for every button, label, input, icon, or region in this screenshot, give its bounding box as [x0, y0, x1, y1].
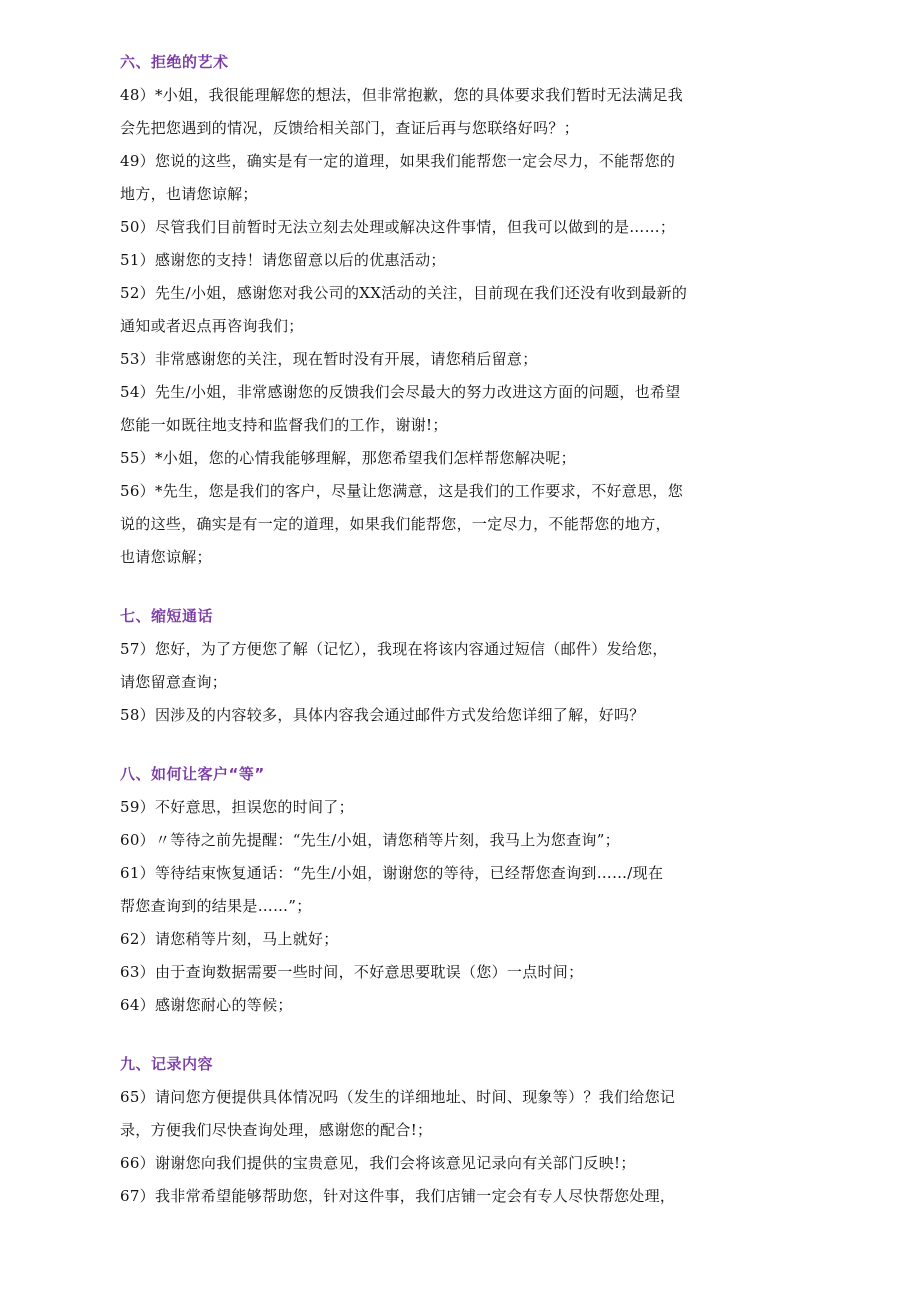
section-refusal: [120, 46, 810, 574]
text-line: 57）您好，为了方便您了解（记忆），我现在将该内容通过短信（邮件）发给您，: [120, 640, 668, 658]
text-line: 61）等待结束恢复通话：“先生/小姐，谢谢您的等待，已经帮您查询到……/现在: [120, 864, 664, 882]
text-line: 录，方便我们尽快查询处理，感谢您的配合!；: [120, 1121, 433, 1139]
text-line: 65）请问您方便提供具体情况吗（发生的详细地址、时间、现象等）？我们给您记: [120, 1088, 676, 1106]
text-line: 地方，也请您谅解；: [120, 185, 258, 203]
text-line: 63）由于查询数据需要一些时间，不好意思要耽误（您）一点时间；: [120, 963, 584, 981]
text-line: 通知或者迟点再咨询我们；: [120, 317, 304, 335]
text-line: 51）感谢您的支持！请您留意以后的优惠活动；: [120, 251, 446, 269]
section-heading: 九、记录内容: [120, 1055, 214, 1073]
text-line: 请您留意查询；: [120, 673, 228, 691]
text-line: 帮您查询到的结果是……”；: [120, 897, 312, 915]
text-line: 49）您说的这些，确实是有一定的道理，如果我们能帮您一定会尽力，不能帮您的: [120, 152, 676, 170]
text-line: 53）非常感谢您的关注，现在暂时没有开展，请您稍后留意；: [120, 350, 538, 368]
text-line: 55）*小姐，您的心情我能够理解，那您希望我们怎样帮您解决呢；: [120, 449, 576, 467]
text-line: 说的这些，确实是有一定的道理，如果我们能帮您，一定尽力，不能帮您的地方，: [120, 515, 671, 533]
section-shorten-call: [120, 600, 810, 732]
document-page: [120, 46, 810, 1239]
text-line: 56）*先生，您是我们的客户，尽量让您满意，这是我们的工作要求，不好意思，您: [120, 482, 683, 500]
text-line: 60）〃等待之前先提醒：“先生/小姐，请您稍等片刻，我马上为您查询”；: [120, 831, 620, 849]
text-line: 54）先生/小姐，非常感谢您的反馈我们会尽最大的努力改进这方面的问题，也希望: [120, 383, 681, 401]
section-heading: 六、拒绝的艺术: [120, 53, 229, 71]
text-line: 52）先生/小姐，感谢您对我公司的XX活动的关注，目前现在我们还没有收到最新的: [120, 284, 688, 302]
text-line: 您能一如既往地支持和监督我们的工作，谢谢!；: [120, 416, 448, 434]
text-line: 48）*小姐，我很能理解您的想法，但非常抱歉，您的具体要求我们暂时无法满足我: [120, 86, 683, 104]
text-line: 会先把您遇到的情况，反馈给相关部门，查证后再与您联络好吗？；: [120, 119, 580, 137]
section-heading: 八、如何让客户“等”: [120, 765, 265, 783]
text-line: 67）我非常希望能够帮助您，针对这件事，我们店铺一定会有专人尽快帮您处理，: [120, 1187, 676, 1205]
text-line: 也请您谅解；: [120, 548, 212, 566]
text-line: 58）因涉及的内容较多，具体内容我会通过邮件方式发给您详细了解，好吗？: [120, 706, 645, 724]
section-heading: 七、缩短通话: [120, 607, 214, 625]
text-line: 50）尽管我们目前暂时无法立刻去处理或解决这件事情，但我可以做到的是……；: [120, 218, 676, 236]
text-line: 59）不好意思，担误您的时间了；: [120, 798, 354, 816]
section-record-content: [120, 1048, 810, 1213]
text-line: 62）请您稍等片刻，马上就好；: [120, 930, 339, 948]
text-line: 64）感谢您耐心的等候；: [120, 996, 293, 1014]
section-customer-wait: [120, 758, 810, 1022]
text-line: 66）谢谢您向我们提供的宝贵意见，我们会将该意见记录向有关部门反映!；: [120, 1154, 636, 1172]
